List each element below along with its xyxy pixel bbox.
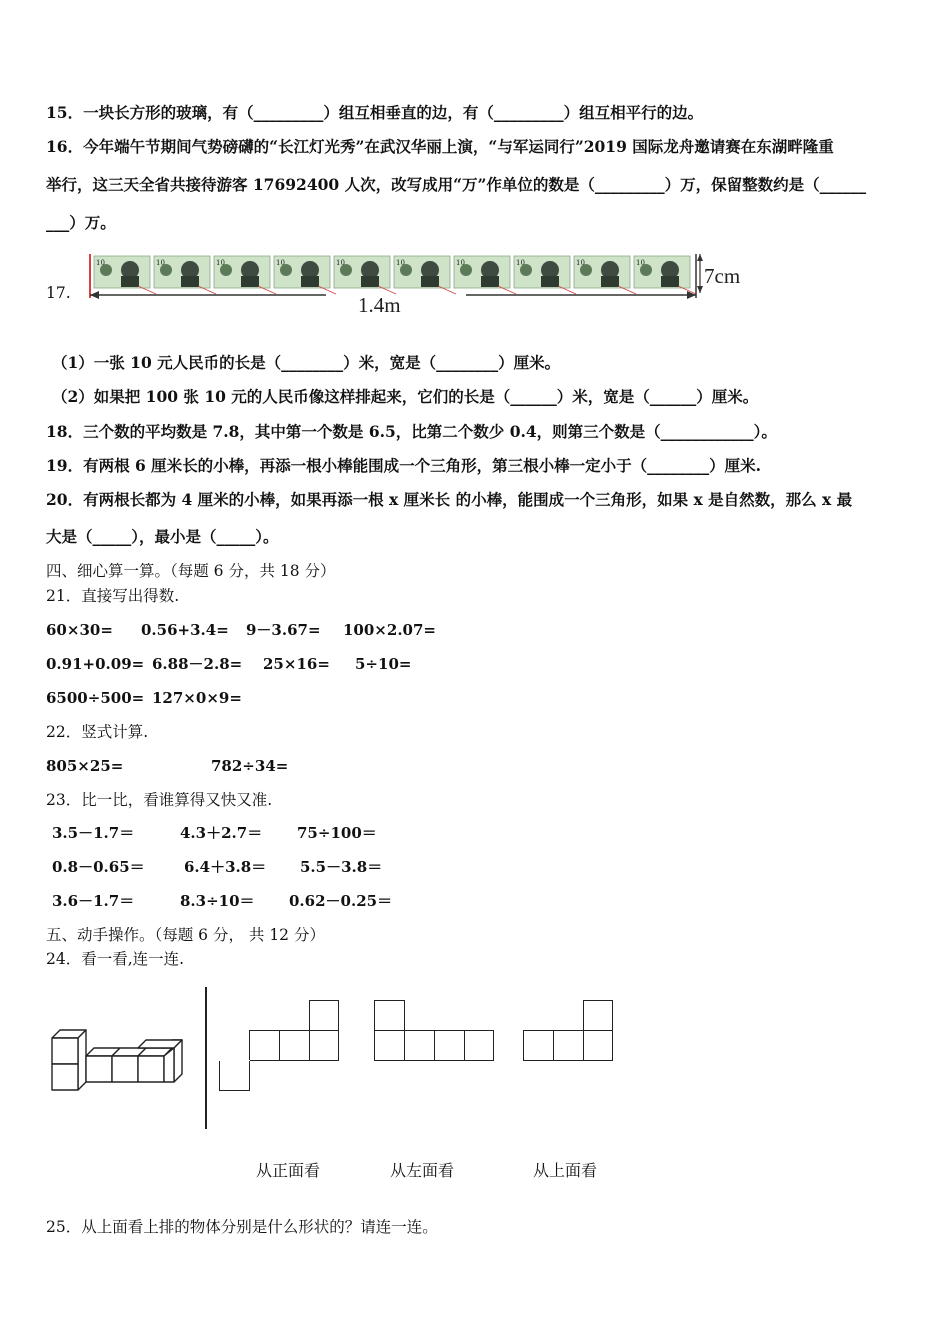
banknote-image — [94, 256, 156, 294]
view-grid-cell — [404, 1030, 435, 1061]
question-21-title: 21．直接写出得数. — [46, 587, 180, 605]
view-grid-cell — [434, 1030, 465, 1061]
cube-side-face — [174, 1040, 182, 1082]
section-5-heading: 五、动手操作。（每题 6 分， 共 12 分） — [46, 926, 325, 944]
cube-stack-figure — [44, 1020, 189, 1095]
view-grid-cell — [374, 1000, 405, 1031]
banknote-denomination: 10 — [516, 259, 525, 267]
view-grid-cell — [523, 1030, 554, 1061]
banknote-strip-figure — [86, 250, 756, 318]
cube-front-face — [112, 1056, 138, 1082]
width-label: 7cm — [704, 264, 741, 288]
banknote-denomination: 10 — [156, 259, 165, 267]
banknote-image — [634, 256, 696, 294]
banknote-image — [334, 256, 396, 294]
question-16-line-1: 16．今年端午节期间气势磅礴的“长江灯光秀”在武汉华丽上演，“与军运同行”2019 国际龙舟邀请赛在东湖畔隆重 — [46, 137, 834, 156]
calc-item: 3.5－1.7＝ — [52, 824, 135, 842]
cube-front-face — [52, 1064, 78, 1090]
banknote-denomination: 10 — [96, 259, 105, 267]
banknote-image — [154, 256, 216, 294]
question-15: 15．一块长方形的玻璃，有（_________）组互相垂直的边，有（_________）组互相平行的边。 — [46, 103, 704, 122]
question-17-part-1: （1）一张 10 元人民币的长是（________）米，宽是（________）厘米。 — [52, 353, 561, 372]
calc-item: 0.8－0.65＝ — [52, 858, 145, 876]
view-grid-cell — [583, 1030, 613, 1061]
width-arrowhead-top — [697, 254, 703, 261]
question-23-title: 23．比一比，看谁算得又快又准. — [46, 791, 273, 809]
calc-item: 0.62－0.25＝ — [289, 892, 393, 910]
question-17-part-2: （2）如果把 100 张 10 元的人民币像这样排起来，它们的长是（______）米，宽是（______）厘米。 — [52, 387, 759, 406]
calc-item: 100×2.07= — [343, 621, 436, 639]
view-grid-cell — [583, 1000, 613, 1031]
calc-item: 782÷34= — [211, 757, 289, 775]
caption-front-view: 从正面看 — [256, 1161, 321, 1180]
banknote-denomination: 10 — [636, 259, 645, 267]
view-grid-cell — [279, 1030, 310, 1061]
calc-item: 0.91+0.09= — [46, 655, 145, 673]
calc-item: 6.88－2.8= — [152, 655, 243, 673]
question-24-title: 24．看一看,连一连. — [46, 950, 185, 968]
caption-top-view: 从上面看 — [533, 1161, 598, 1180]
calc-item: 5.5－3.8＝ — [300, 858, 383, 876]
calc-item: 5÷10= — [355, 655, 412, 673]
calc-item: 0.56+3.4= — [141, 621, 229, 639]
view-grid-spacer — [219, 1060, 250, 1061]
question-25: 25．从上面看上排的物体分别是什么形状的？请连一连。 — [46, 1218, 438, 1236]
section-4-heading: 四、细心算一算。（每题 6 分，共 18 分） — [46, 562, 336, 580]
question-19: 19．有两根 6 厘米长的小棒，再添一根小棒能围成一个三角形，第三根小棒一定小于（________）厘米. — [46, 456, 762, 475]
banknote-denomination: 10 — [576, 259, 585, 267]
calc-item: 805×25= — [46, 757, 124, 775]
banknote-image — [454, 256, 516, 294]
question-22-title: 22．竖式计算. — [46, 723, 149, 741]
calc-item: 8.3÷10＝ — [180, 892, 255, 910]
question-20-line-2: 大是（_____），最小是（_____）。 — [46, 527, 279, 546]
view-grid-cell — [553, 1030, 584, 1061]
calc-item: 3.6－1.7＝ — [52, 892, 135, 910]
calc-item: 6500÷500= — [46, 689, 145, 707]
banknote-image — [574, 256, 636, 294]
view-grid-cell — [374, 1030, 405, 1061]
length-label: 1.4m — [358, 293, 401, 317]
calc-item: 9－3.67= — [246, 621, 321, 639]
caption-left-view: 从左面看 — [390, 1161, 455, 1180]
cube-front-face — [138, 1056, 164, 1082]
banknote-denomination: 10 — [396, 259, 405, 267]
question-16-line-3: ___）万。 — [46, 213, 116, 232]
view-grid-cell — [309, 1030, 339, 1061]
question-16-line-2: 举行，这三天全省共接待游客 17692400 人次，改写成用“万”作单位的数是（_________）万，保留整数约是（______ — [46, 175, 867, 194]
view-grid-cell — [464, 1030, 494, 1061]
calc-item: 25×16= — [263, 655, 330, 673]
banknote-image — [274, 256, 336, 294]
cube-side-face — [78, 1030, 86, 1090]
calc-item: 4.3＋2.7＝ — [180, 824, 263, 842]
question-17-number: 17. — [46, 284, 71, 302]
width-arrowhead-bottom — [697, 286, 703, 293]
calc-item: 127×0×9= — [152, 689, 242, 707]
banknote-denomination: 10 — [336, 259, 345, 267]
banknote-image — [514, 256, 576, 294]
cube-front-face — [86, 1056, 112, 1082]
calc-item: 75÷100＝ — [297, 824, 377, 842]
banknote-denomination: 10 — [276, 259, 285, 267]
arrowhead-left — [90, 291, 99, 299]
banknote-image — [394, 256, 456, 294]
banknote-image — [214, 256, 276, 294]
calc-item: 6.4＋3.8＝ — [184, 858, 267, 876]
calc-item: 60×30= — [46, 621, 113, 639]
view-grid-cell — [219, 1060, 250, 1091]
view-grid-cell — [249, 1030, 280, 1061]
cube-front-face — [52, 1038, 78, 1064]
banknote-denomination: 10 — [216, 259, 225, 267]
view-grid-cell — [309, 1000, 339, 1031]
question-18: 18．三个数的平均数是 7.8，其中第一个数是 6.5，比第二个数少 0.4，则第三个数是（____________）。 — [46, 422, 777, 441]
banknote-denomination: 10 — [456, 259, 465, 267]
figure-divider — [205, 987, 207, 1129]
question-20-line-1: 20．有两根长都为 4 厘米的小棒，如果再添一根 x 厘米长 的小棒，能围成一个三角形，如果 x 是自然数，那么 x 最 — [46, 490, 853, 509]
